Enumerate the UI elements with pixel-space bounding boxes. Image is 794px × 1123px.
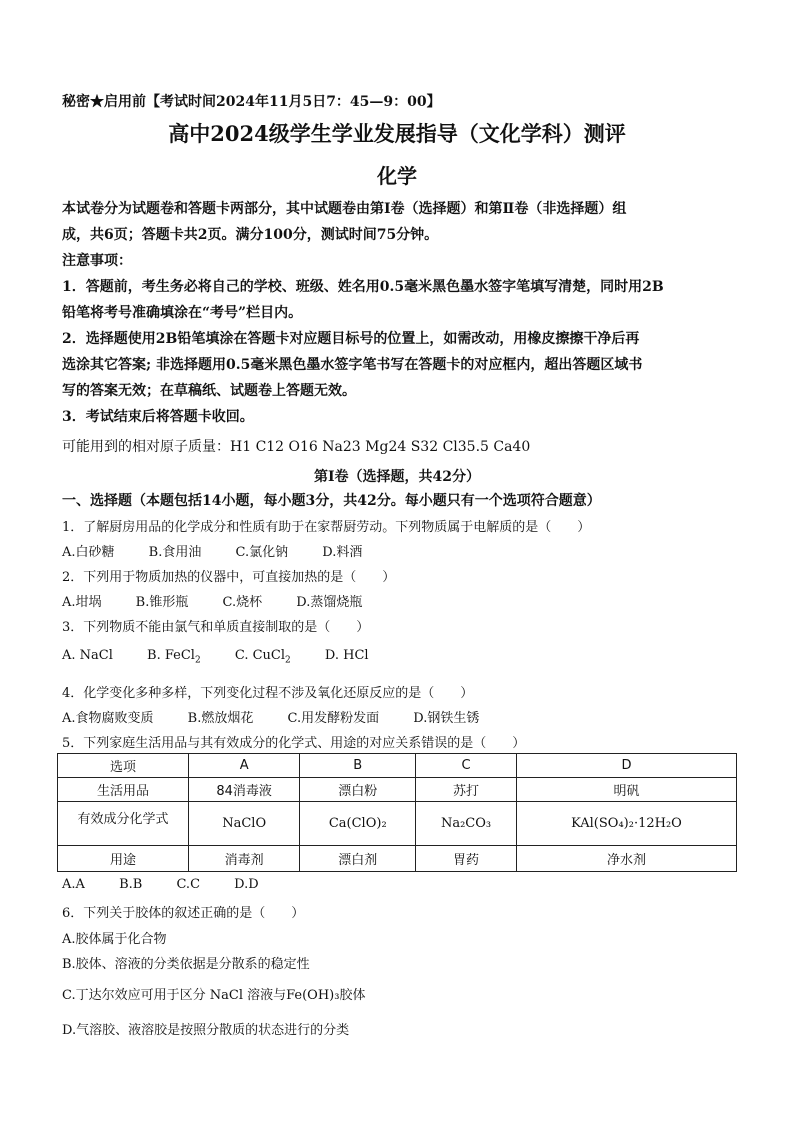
q5-table <box>57 753 737 872</box>
item-b: 漂白粉 <box>300 778 416 802</box>
row-label-use: 用途 <box>58 846 189 872</box>
q1-stem: 1．了解厨房用品的化学成分和性质有助于在家帮厨劳动。下列物质属于电解质的是（ ） <box>62 520 591 535</box>
q5-option-d: D.D <box>234 877 259 892</box>
use-a: 消毒剂 <box>189 846 300 872</box>
q4-option-a: A.食物腐败变质 <box>62 711 154 726</box>
q2-option-d: D.蒸馏烧瓶 <box>296 595 363 610</box>
q4-option-b: B.燃放烟花 <box>187 711 254 726</box>
table-row <box>58 846 737 872</box>
part1-heading: 第Ⅰ卷（选择题，共42分） <box>313 469 481 485</box>
q1-option-c: C.氯化钠 <box>235 545 289 560</box>
q4-options <box>62 707 509 726</box>
formula-c: Na₂CO₃ <box>416 802 517 846</box>
col-a: A <box>189 754 300 778</box>
q4-option-d: D.钢铁生锈 <box>413 711 480 726</box>
intro-line-1: 本试卷分为试题卷和答题卡两部分，其中试题卷由第Ⅰ卷（选择题）和第Ⅱ卷（非选择题）组 <box>62 201 627 217</box>
use-b: 漂白剂 <box>300 846 416 872</box>
q3-option-b: B. FeCl$_2$ <box>147 648 201 666</box>
row-label-formula: 有效成分化学式 <box>58 802 189 846</box>
col-c: C <box>416 754 517 778</box>
q2-options <box>62 591 392 610</box>
q6-option-d: D.气溶胶、液溶胶是按照分散质的状态进行的分类 <box>62 1023 350 1038</box>
q5-option-a: A.A <box>62 877 85 892</box>
note-2c: 写的答案无效；在草稿纸、试题卷上答题无效。 <box>62 383 356 399</box>
formula-d: KAl(SO₄)₂·12H₂O <box>516 802 736 846</box>
table-row <box>58 802 737 846</box>
q5-stem: 5．下列家庭生活用品与其有效成分的化学式、用途的对应关系错误的是（ ） <box>62 736 526 751</box>
note-1a: 1．答题前，考生务必将自己的学校、班级、姓名用0.5毫米黑色墨水签字笔填写清楚，同时用2B <box>62 279 664 295</box>
use-d: 净水剂 <box>516 846 736 872</box>
subject-title: 化学 <box>377 164 417 188</box>
intro-line-2: 成，共6页；答题卡共2页。满分100分，测试时间75分钟。 <box>62 227 439 243</box>
q6-option-c: C.丁达尔效应可用于区分 NaCl 溶液与Fe(OH)₃胶体 <box>62 988 366 1003</box>
note-3: 3．考试结束后将答题卡收回。 <box>62 409 254 425</box>
q4-stem: 4．化学变化多种多样，下列变化过程不涉及氧化还原反应的是（ ） <box>62 686 474 701</box>
q3-stem: 3．下列物质不能由氯气和单质直接制取的是（ ） <box>62 620 370 635</box>
confidential-line: 秘密★启用前【考试时间2024年11月5日7：45—9：00】 <box>62 94 441 110</box>
col-b: B <box>300 754 416 778</box>
q1-option-d: D.料酒 <box>322 545 363 560</box>
note-1b: 铅笔将考号准确填涂在“考号”栏目内。 <box>62 305 303 321</box>
table-row <box>58 778 737 802</box>
table-row <box>58 754 737 778</box>
note-2a: 2．选择题使用2B铅笔填涂在答题卡对应题目标号的位置上，如需改动，用橡皮擦擦干净后再 <box>62 331 640 347</box>
notes-title: 注意事项： <box>62 253 132 269</box>
q6-option-a: A.胶体属于化合物 <box>62 932 167 947</box>
q3-options <box>62 648 399 666</box>
item-a: 84消毒液 <box>189 778 300 802</box>
q2-option-c: C.烧杯 <box>222 595 263 610</box>
q1-options <box>62 541 392 560</box>
q4-option-c: C.用发酵粉发面 <box>287 711 380 726</box>
q2-stem: 2．下列用于物质加热的仪器中，可直接加热的是（ ） <box>62 570 396 585</box>
atomic-masses: 可能用到的相对原子质量：H1 C12 O16 Na23 Mg24 S32 Cl35.5 Ca40 <box>62 439 531 455</box>
q5-options <box>62 877 289 892</box>
q1-option-b: B.食用油 <box>148 545 202 560</box>
q5-option-b: B.B <box>119 877 143 892</box>
q2-option-b: B.锥形瓶 <box>135 595 189 610</box>
note-2b: 选涂其它答案; 非选择题用0.5毫米黑色墨水签字笔书写在答题卡的对应框内，超出答题区域书 <box>62 357 643 373</box>
formula-a: NaClO <box>189 802 300 846</box>
item-d: 明矾 <box>516 778 736 802</box>
q5-option-c: C.C <box>176 877 201 892</box>
row-label-option: 选项 <box>58 754 189 778</box>
q3-option-a: A. NaCl <box>62 648 113 663</box>
q6-stem: 6．下列关于胶体的叙述正确的是（ ） <box>62 906 305 921</box>
use-c: 胃药 <box>416 846 517 872</box>
row-label-item: 生活用品 <box>58 778 189 802</box>
q2-option-a: A.坩埚 <box>62 595 102 610</box>
col-d: D <box>516 754 736 778</box>
section-heading: 一、选择题（本题包括14小题，每小题3分，共42分。每小题只有一个选项符合题意） <box>62 493 601 509</box>
formula-b: Ca(ClO)₂ <box>300 802 416 846</box>
item-c: 苏打 <box>416 778 517 802</box>
q3-option-d: D. HCl <box>324 648 369 663</box>
q3-option-c: C. CuCl$_2$ <box>234 648 291 666</box>
q6-option-b: B.胶体、溶液的分类依据是分散系的稳定性 <box>62 957 310 972</box>
exam-title: 高中2024级学生学业发展指导（文化学科）测评 <box>168 121 626 146</box>
q1-option-a: A.白砂糖 <box>62 545 115 560</box>
